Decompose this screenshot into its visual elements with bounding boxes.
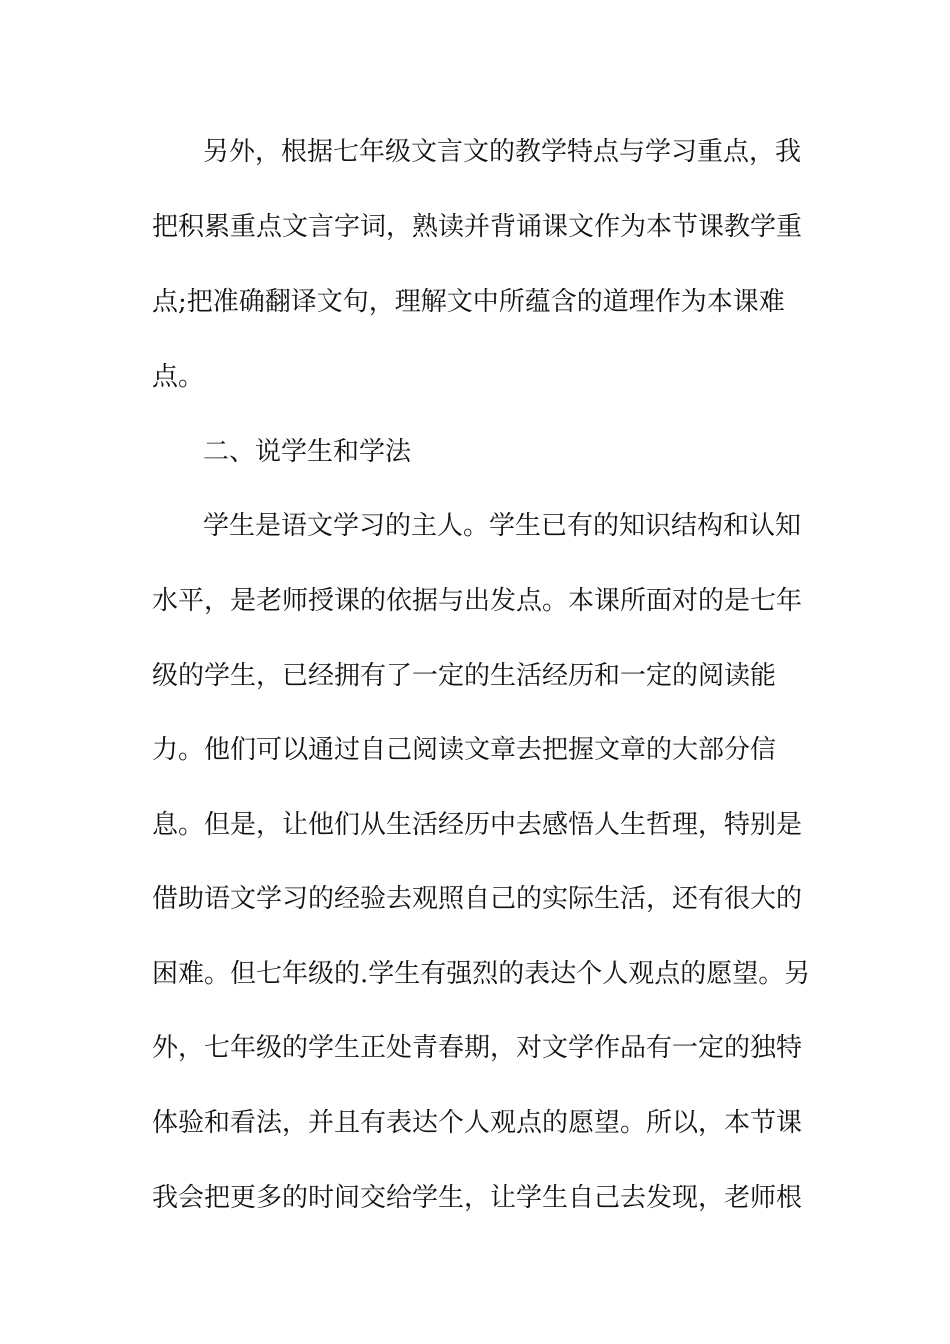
paragraph-line: 学生是语文学习的主人。学生已有的知识结构和认知: [203, 511, 802, 541]
paragraph-line: 息。但是，让他们从生活经历中去感悟人生哲理，特别是: [152, 810, 803, 840]
paragraph-line: 我会把更多的时间交给学生，让学生自己去发现，老师根: [152, 1183, 803, 1213]
paragraph-line: 点。: [152, 362, 205, 392]
paragraph-line: 体验和看法，并且有表达个人观点的愿望。所以，本节课: [152, 1108, 803, 1138]
paragraph-line: 困难。但七年级的.学生有强烈的表达个人观点的愿望。另: [152, 959, 811, 989]
paragraph-line: 力。他们可以通过自己阅读文章去把握文章的大部分信: [152, 735, 777, 765]
paragraph-line: 点;把准确翻译文句，理解文中所蕴含的道理作为本课难: [152, 287, 785, 317]
paragraph-line: 水平，是老师授课的依据与出发点。本课所面对的是七年: [152, 586, 803, 616]
paragraph-line: 借助语文学习的经验去观照自己的实际生活，还有很大的: [152, 884, 803, 914]
paragraph-line: 级的学生，已经拥有了一定的生活经历和一定的阅读能: [152, 661, 777, 691]
paragraph-line: 把积累重点文言字词，熟读并背诵课文作为本节课教学重: [152, 212, 803, 242]
paragraph-line: 外，七年级的学生正处青春期，对文学作品有一定的独特: [152, 1033, 803, 1063]
paragraph-line: 另外，根据七年级文言文的教学特点与学习重点，我: [203, 137, 802, 167]
section-heading: 二、说学生和学法: [203, 437, 412, 467]
